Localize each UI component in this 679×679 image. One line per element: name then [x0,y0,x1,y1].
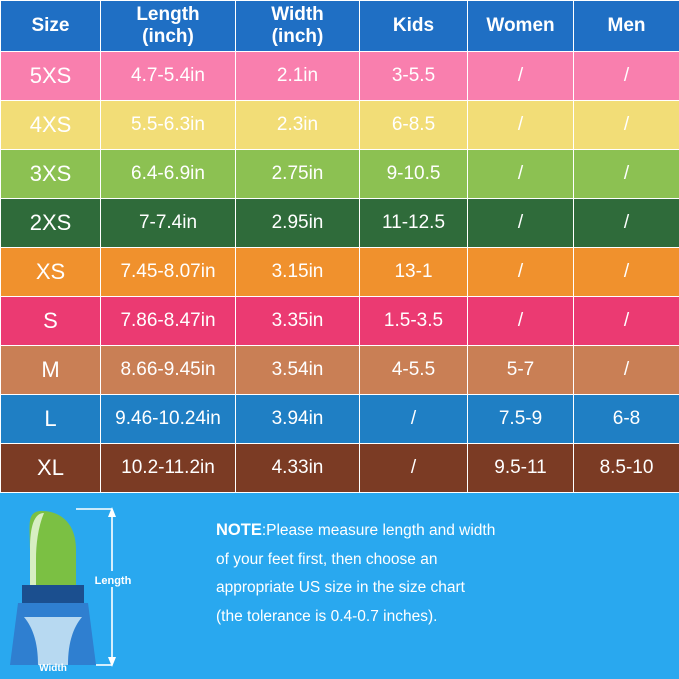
cell-men: / [574,346,679,395]
cell-width: 3.15in [236,248,360,297]
cell-men: / [574,199,679,248]
column-header-length [101,1,236,52]
cell-kids: 1.5-3.5 [360,297,468,346]
cell-men: 8.5-10 [574,444,679,493]
cell-size: 4XS [1,101,101,150]
table-row [1,444,679,493]
cell-women: / [468,101,574,150]
column-header-men [574,1,679,52]
header-row [1,1,679,52]
cell-width: 2.1in [236,52,360,101]
cell-size: 3XS [1,150,101,199]
header-line-1: Length [136,4,200,26]
cell-men: / [574,101,679,150]
table-row [1,101,679,150]
header-line-2: (inch) [142,26,194,47]
cell-women: 5-7 [468,346,574,395]
cell-kids: / [360,444,468,493]
column-header-kids [360,1,468,52]
cell-length: 5.5-6.3in [101,101,236,150]
cell-women: / [468,52,574,101]
cell-width: 3.35in [236,297,360,346]
cell-kids: 9-10.5 [360,150,468,199]
table-row [1,52,679,101]
cell-men: / [574,52,679,101]
cell-length: 9.46-10.24in [101,395,236,444]
cell-size: XL [1,444,101,493]
table-row [1,346,679,395]
note-label: NOTE [216,521,262,539]
table-body [1,52,679,493]
table-row [1,199,679,248]
cell-kids: 6-8.5 [360,101,468,150]
swim-fin-illustration [0,493,210,673]
column-header-width [236,1,360,52]
table-row [1,395,679,444]
cell-kids: 4-5.5 [360,346,468,395]
cell-length: 8.66-9.45in [101,346,236,395]
cell-kids: / [360,395,468,444]
cell-width: 3.94in [236,395,360,444]
cell-size: L [1,395,101,444]
cell-length: 10.2-11.2in [101,444,236,493]
header-line-1: Size [31,15,70,37]
header-line-2: (inch) [271,26,324,47]
cell-women: / [468,150,574,199]
note-line-1 [216,515,661,546]
cell-kids: 13-1 [360,248,468,297]
cell-kids: 11-12.5 [360,199,468,248]
cell-men: / [574,248,679,297]
note-line-4: (the tolerance is 0.4-0.7 inches). [216,608,438,626]
cell-length: 7-7.4in [101,199,236,248]
cell-size: S [1,297,101,346]
length-label: Length [94,575,132,587]
cell-width: 2.3in [236,101,360,150]
cell-size: XS [1,248,101,297]
cell-size: 2XS [1,199,101,248]
cell-width: 3.54in [236,346,360,395]
cell-men: 6-8 [574,395,679,444]
note-text [210,493,679,679]
column-header-size [1,1,101,52]
cell-size: 5XS [1,52,101,101]
width-label: Width [39,663,67,673]
cell-width: 2.95in [236,199,360,248]
note-line-2: of your feet first, then choose an [216,550,438,568]
cell-size: M [1,346,101,395]
cell-women: 9.5-11 [468,444,574,493]
note-panel [0,493,679,679]
note-line-1-text: :Please measure length and width [261,522,496,539]
cell-length: 7.45-8.07in [101,248,236,297]
fin-diagram [0,493,210,679]
header-line-1: Women [486,15,555,37]
table-header [1,1,679,52]
cell-length: 6.4-6.9in [101,150,236,199]
cell-length: 4.7-5.4in [101,52,236,101]
table-row [1,248,679,297]
note-line-3: appropriate US size in the size chart [216,579,465,597]
cell-length: 7.86-8.47in [101,297,236,346]
table-row [1,297,679,346]
cell-width: 4.33in [236,444,360,493]
cell-width: 2.75in [236,150,360,199]
cell-kids: 3-5.5 [360,52,468,101]
table-row [1,150,679,199]
cell-women: / [468,248,574,297]
column-header-women [468,1,574,52]
cell-men: / [574,150,679,199]
cell-women: / [468,297,574,346]
cell-men: / [574,297,679,346]
cell-women: 7.5-9 [468,395,574,444]
cell-women: / [468,199,574,248]
header-line-1: Width [271,4,324,26]
header-line-1: Kids [392,15,435,37]
header-line-1: Men [607,15,646,37]
fin-strap-icon [22,585,84,605]
